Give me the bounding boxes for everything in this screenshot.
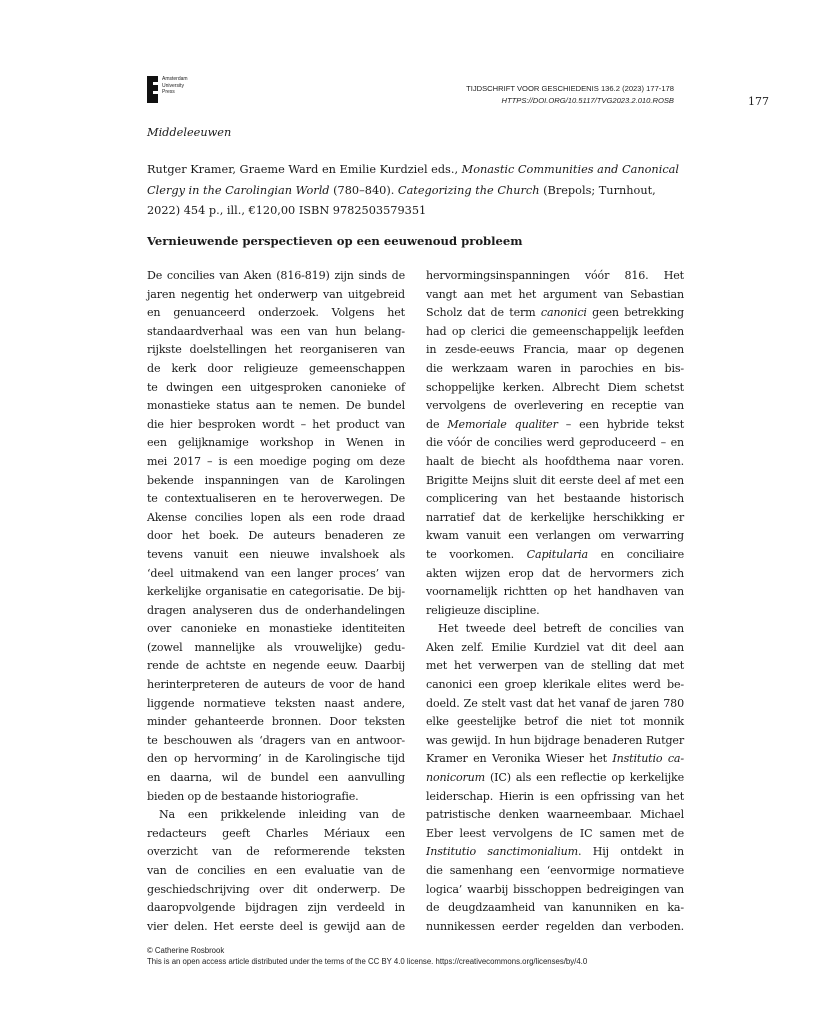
term-capitularia: Capitularia (526, 547, 588, 561)
page-number: 177 (748, 95, 769, 108)
paragraph: Na een prikkelende inleiding van de redacteurs geeft Charles Mériaux een overzicht van de reformerende teksten van de concilies en een evaluatie van de geschiedschrijving over dit onderwerp. De daaropvolgende bijdragen zijn verdeeld in vier delen. Het eerste deel is gewijd aan de (147, 808, 405, 933)
book-years: (780–840). (333, 183, 395, 197)
book-subtitle: Categorizing the Church (397, 183, 540, 197)
term-institutio-canonicorum: Institutio ca- (612, 752, 684, 766)
body-column-right (426, 267, 684, 936)
publisher-name: Amsterdam University Press (162, 76, 188, 95)
journal-info (466, 83, 674, 106)
publisher-logo (147, 76, 188, 103)
book-citation (147, 160, 687, 222)
review-title: Vernieuwende perspectieven op een eeuwenoud probleem (147, 234, 523, 248)
section-label: Middeleeuwen (147, 126, 232, 139)
term-canonici: canonici (540, 306, 587, 320)
license-notice: This is an open access article distributed under the terms of the CC BY 4.0 license. https://creativecommons.org/licenses/by/4.0 (147, 957, 588, 967)
book-editors: Rutger Kramer, Graeme Ward en Emilie Kurdziel eds., (147, 163, 459, 176)
term-institutio-sanctimonialium: Institutio sanctimonialium (426, 845, 579, 859)
term-memoriale-qualiter: Memoriale qualiter (447, 417, 558, 431)
footer (147, 945, 587, 968)
book-title: Monastic Communities and Canonical Clergy in the Carolingian World (147, 163, 680, 197)
body-column-left (147, 267, 405, 936)
copyright-notice: © Catherine Rosbrook (147, 946, 225, 955)
doi-link[interactable]: HTTPS://DOI.ORG/10.5117/TVG2023.2.010.ROSB (501, 95, 674, 105)
aup-logo-icon (147, 76, 158, 103)
journal-citation: TIJDSCHRIFT VOOR GESCHIEDENIS 136.2 (2023) 177-178 (466, 84, 674, 93)
paragraph: Het tweede deel betreft de concilies van Aken zelf. Emilie Kurdziel vat dit deel aan met het verwerpen van de stelling dat met canonici een groep klerikale elites werd be- doeld. Ze stelt vast dat het vanaf de jaren 780 elke geestelijke betrof die niet tot monnik was gewijd. In hun bijdrage benaderen Rutger Kramer en Veronika Wieser het Institutio ca- nonicorum (IC) als een reflectie op kerkelijke leiderschap. Hierin is een opfrissing van het patristische denken waarneembaar. Michael Eber leest vervolgens de IC samen met de Institutio sanctimonialium. Hij ontdekt in die samenhang een ‘eenvormige normatieve logica’ waarbij bisschoppen bedreigingen van de deugdzaamheid van kanunniken en ka- nunnikessen eerder regelden dan verboden. (426, 622, 684, 933)
paragraph: De concilies van Aken (816-819) zijn sinds de jaren negentig het onderwerp van uitgebreid en genuanceerd onderzoek. Volgens het standaardverhaal was een van hun belang- rijkste doelstellingen het reorganiseren van de kerk door religieuze gemeenschappen te dwingen een uitgesproken canonieke of monastieke status aan te nemen. De bundel die hier besproken wordt – het product van een gelijknamige workshop in Wenen in mei 2017 – is een moedige poging om deze bekende inspanningen van de Karolingen te contextualiseren en te heroverwegen. De Akense concilies lopen als een rode draad door het boek. De auteurs benaderen ze tevens vanuit een nieuwe invalshoek als ‘deel uitmakend van een langer proces’ van kerkelijke organisatie en categorisatie. De bij- dragen analyseren dus de onderhandelingen over canonieke en monastieke identiteiten (zowel mannelijke als vrouwelijke) gedu- rende de achtste en negende eeuw. Daarbij herinterpreteren de auteurs de voor de hand liggende normatieve teksten naast andere, minder gehanteerde bronnen. Door teksten te beschouwen als ‘dragers van en antwoor- den op hervorming’ in de Karolingische tijd en daarna, wil de bundel een aanvulling bieden op de bestaande historiografie. (147, 269, 405, 803)
book-publisher-info: (Brepols; Turnhout, 2022) 454 p., ill., €120,00 ISBN 9782503579351 (147, 183, 656, 217)
paragraph: hervormingsinspanningen vóór 816. Het vangt aan met het argument van Sebastian Scholz dat de term canonici geen betrekking had op clerici die gemeenschappelijk leefden in zesde-eeuws Francia, maar op degenen die werkzaam waren in parochies en bis- schoppelijke kerken. Albrecht Diem schetst vervolgens de overlevering en receptie van de Memoriale qualiter – een hybride tekst die vóór de concilies werd geproduceerd – en haalt de biecht als hoofdthema naar voren. Brigitte Meijns sluit dit eerste deel af met een complicering van het bestaande historisch narratief dat de kerkelijke herschikking er kwam vanuit een verlangen om verwarring te voorkomen. Capitularia en conciliaire akten wijzen erop dat de hervormers zich voornamelijk richtten op het handhaven van religieuze discipline. (426, 269, 685, 617)
